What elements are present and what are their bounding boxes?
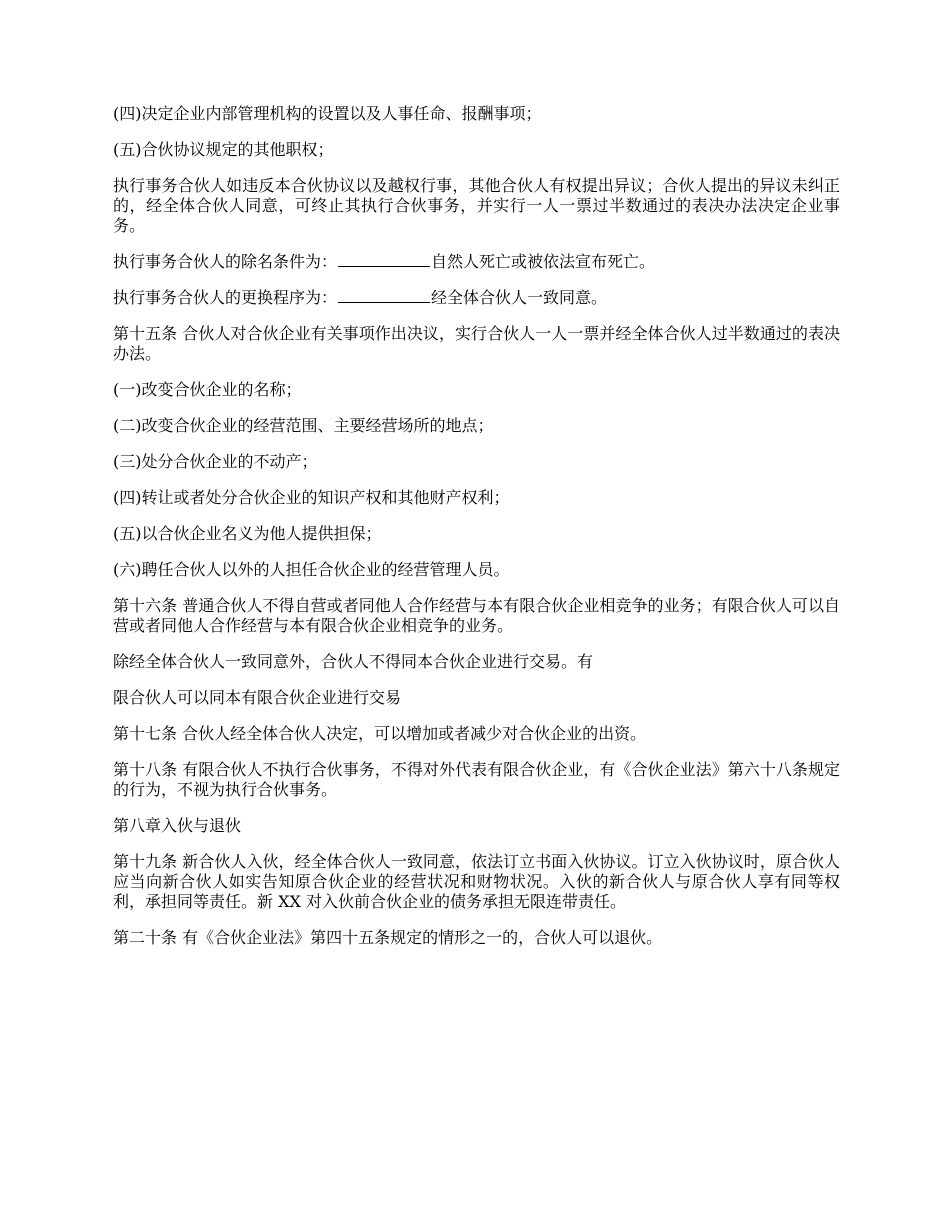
fill-in-blank [338,252,430,267]
paragraph-article-18: 第十八条 有限合伙人不执行合伙事务，不得对外代表有限合伙企业，有《合伙企业法》第六十八条规定的行为，不视为执行合伙事务。 [113,760,840,799]
document-page [113,104,840,964]
replacement-suffix: 经全体合伙人一致同意。 [431,288,608,307]
paragraph-replacement-procedure [113,288,840,308]
fill-in-blank [338,288,430,303]
paragraph-item-4: (四)决定企业内部管理机构的设置以及人事任命、报酬事项； [113,104,542,123]
paragraph-item-6: (六)聘任合伙人以外的人担任合伙企业的经营管理人员。 [113,560,510,579]
paragraph-article-15: 第十五条 合伙人对合伙企业有关事项作出决议，实行合伙人一人一票并经全体合伙人过半数通过的表决办法。 [113,324,840,363]
paragraph-item-3: (三)处分合伙企业的不动产； [113,452,318,471]
paragraph-removal-conditions [113,252,840,272]
removal-suffix: 自然人死亡或被依法宣布死亡。 [431,252,656,271]
removal-prefix: 执行事务合伙人的除名条件为： [113,252,338,271]
paragraph-article-16: 第十六条 普通合伙人不得自营或者同他人合作经营与本有限合伙企业相竞争的业务；有限合伙人可以自营或者同他人合作经营与本有限合伙企业相竞争的业务。 [113,596,840,635]
paragraph-transaction-rule-cont: 限合伙人可以同本有限合伙企业进行交易 [113,688,402,707]
paragraph-article-20: 第二十条 有《合伙企业法》第四十五条规定的情形之一的，合伙人可以退伙。 [113,928,663,947]
paragraph-item-2: (二)改变合伙企业的经营范围、主要经营场所的地点； [113,416,494,435]
replacement-prefix: 执行事务合伙人的更换程序为： [113,288,338,307]
paragraph-article-17: 第十七条 合伙人经全体合伙人决定，可以增加或者减少对合伙企业的出资。 [113,724,647,743]
paragraph-item-5b: (五)以合伙企业名义为他人提供担保； [113,524,382,543]
paragraph-transaction-rule: 除经全体合伙人一致同意外，合伙人不得同本合伙企业进行交易。有 [113,652,594,671]
paragraph-item-5: (五)合伙协议规定的其他职权； [113,140,334,159]
paragraph-item-1: (一)改变合伙企业的名称； [113,380,302,399]
paragraph-item-4b: (四)转让或者处分合伙企业的知识产权和其他财产权利； [113,488,510,507]
paragraph-article-19: 第十九条 新合伙人入伙，经全体合伙人一致同意，依法订立书面入伙协议。订立入伙协议时，原合伙人应当向新合伙人如实告知原合伙企业的经营状况和财物状况。入伙的新合伙人与原合伙人享有同等权利，承担同等责任。新 XX 对入伙前合伙企业的债务承担无限连带责任。 [113,852,840,911]
chapter-heading: 第八章入伙与退伙 [113,816,242,835]
paragraph-objection: 执行事务合伙人如违反本合伙协议以及越权行事，其他合伙人有权提出异议；合伙人提出的异议未纠正的，经全体合伙人同意，可终止其执行合伙事务，并实行一人一票过半数通过的表决办法决定企业事务。 [113,176,840,235]
